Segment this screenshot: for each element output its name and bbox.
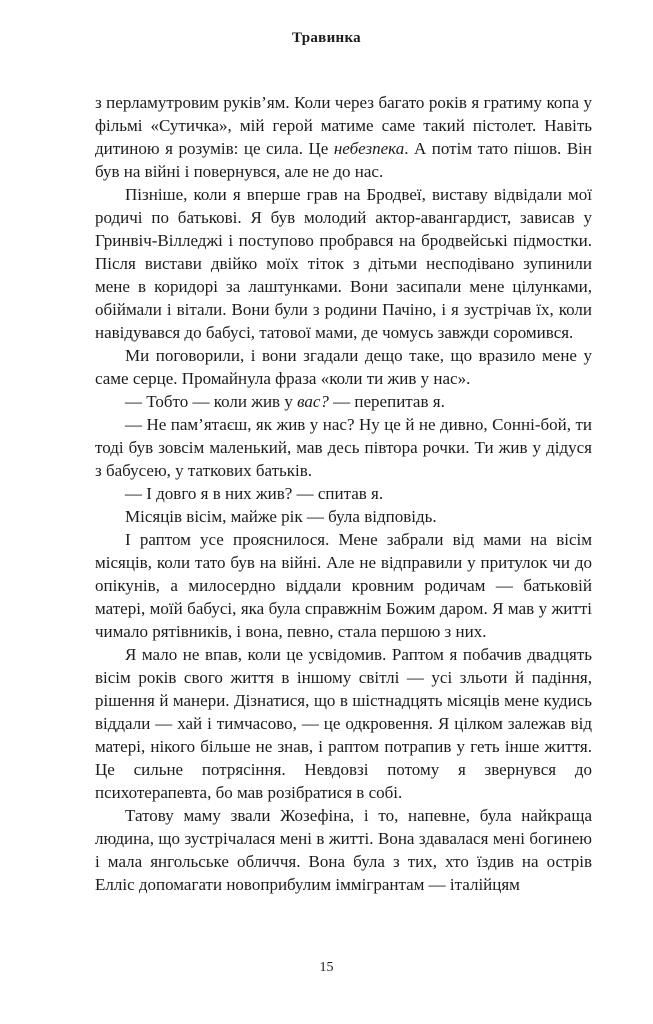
text-segment: І раптом усе прояснилося. Мене забрали від мами на вісім місяців, коли тато був на війні. Але не відправили у притулок чи до опікунів, а милосердно віддали кровним родичам — батьковій матері, моїй бабусі, яка була справжнім Божим даром. Я мав у житті чимало рятівників, і вона, певно, стала першою з них. [95, 530, 592, 641]
running-head: Травинка [292, 30, 361, 46]
text-segment: Я мало не впав, коли це усвідомив. Раптом я побачив двадцять вісім років свого життя в іншому світлі — усі зльоти й падіння, рішення й манери. Дізнатися, що в шістнадцять місяців мене кудись віддали — хай і тимчасово, — це одкровення. Я цілком залежав від матері, нікого більше не знав, і раптом потрапив у геть інше життя. Це сильне потрясіння. Невдовзі потому я звернувся до психотерапевта, бо мав розібратися в собі. [95, 645, 592, 802]
paragraph [95, 643, 592, 804]
text-segment: — перепитав я. [328, 392, 445, 411]
text-segment: — Не пам’ятаєш, як жив у нас? Ну це й не дивно, Сонні-бой, ти тоді був зовсім маленький, мав десь півтора рочки. Ти жив у дідуся з бабусею, у таткових батьків. [95, 415, 592, 480]
italic-text: небезпека [333, 139, 405, 158]
text-segment: — І довго я в них жив? — спитав я. [125, 484, 384, 503]
page-number: 15 [319, 960, 334, 975]
paragraph [95, 183, 592, 344]
text-segment: Пізніше, коли я вперше грав на Бродвеї, виставу відвідали мої родичі по батькові. Я був молодий актор-авангардист, зависав у Гринвіч-Вілледжі і поступово пробрався на бродвейські підмостки. Після вистави двійко моїх тіток з дітьми несподівано зупинили мене в коридорі за лаштунками. Вони засипали мене цілунками, обіймали і вітали. Вони були з родини Пачіно, і я зустрічав їх, коли навідувався до бабусі, татової мами, де чомусь завжди соромився. [95, 185, 592, 342]
paragraph [95, 413, 592, 482]
paragraph [95, 804, 592, 896]
paragraph [95, 344, 592, 390]
body-text [95, 91, 592, 896]
paragraph [95, 482, 592, 505]
paragraph [95, 390, 592, 413]
text-segment: з перламутровим руків’ям. Коли через багато років я гратиму копа у фільмі «Сутичка», мій герой матиме саме такий пістолет. Навіть дитиною я розумів: це сила. Це [95, 93, 592, 158]
paragraph [95, 505, 592, 528]
italic-text: вас? [297, 392, 329, 411]
paragraph [95, 91, 592, 183]
text-segment: — Тобто — коли жив у [125, 392, 298, 411]
text-segment: Місяців вісім, майже рік — була відповідь. [125, 507, 437, 526]
text-segment: Ми поговорили, і вони згадали дещо таке, що вразило мене у саме серце. Промайнула фраза «коли ти жив у нас». [95, 346, 592, 388]
text-segment: Татову маму звали Жозефіна, і то, напевне, була найкраща людина, що зустрічалася мені в житті. Вона здавалася мені богинею і мала янгольське обличчя. Вона була з тих, хто їздив на острів Елліс допомагати новоприбулим іммігрантам — італійцям [95, 806, 592, 894]
paragraph [95, 528, 592, 643]
text-segment: . А потім тато пішов. Він був на війні і повернувся, але не до нас. [95, 139, 592, 181]
